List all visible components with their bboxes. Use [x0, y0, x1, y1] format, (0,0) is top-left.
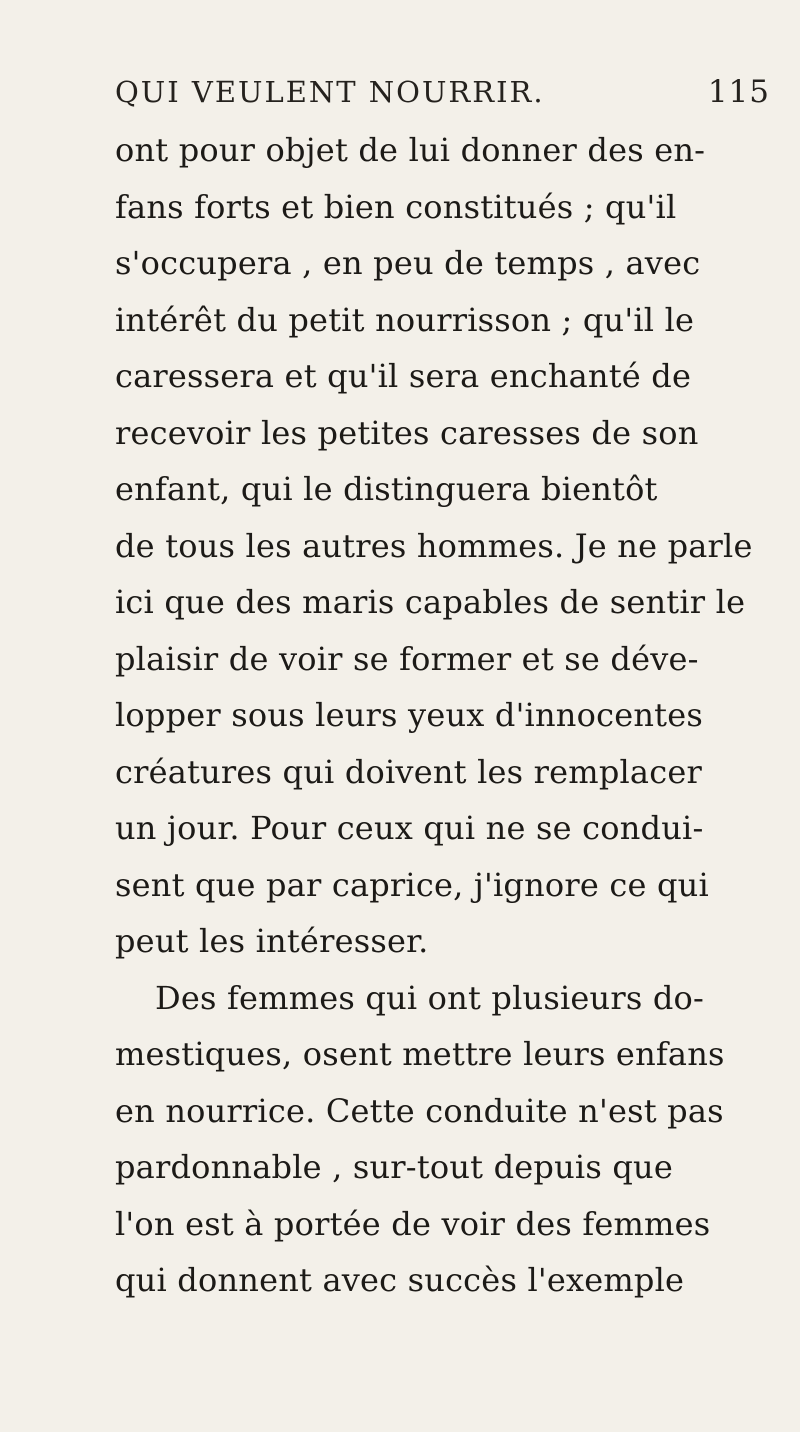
text-line: peut les intéresser.	[115, 922, 429, 960]
text-line: pardonnable , sur-tout depuis que	[115, 1148, 673, 1186]
page-number: 115	[707, 74, 770, 110]
text-line: caressera et qu'il sera enchanté de	[115, 357, 692, 395]
text-line: lopper sous leurs yeux d'innocentes	[115, 696, 703, 734]
text-line: ici que des maris capables de sentir le	[115, 583, 746, 621]
body-text	[115, 122, 775, 1309]
text-line: sent que par caprice, j'ignore ce qui	[115, 865, 709, 904]
text-line: créatures qui doivent les remplacer	[115, 752, 702, 791]
text-line: enfant, qui le distinguera bientôt	[115, 470, 658, 508]
text-line: l'on est à portée de voir des femmes	[115, 1204, 711, 1243]
text-line: mestiques, osent mettre leurs enfans	[115, 1035, 725, 1073]
text-line: qui donnent avec succès l'exemple	[115, 1261, 685, 1299]
text-line: intérêt du petit nourrisson ; qu'il le	[115, 300, 695, 339]
text-line: fans forts et bien constitués ; qu'il	[115, 187, 677, 226]
text-line: ont pour objet de lui donner des en-	[115, 131, 706, 169]
running-title: QUI VEULENT NOURRIR.	[115, 75, 545, 109]
text-line: en nourrice. Cette conduite n'est pas	[115, 1091, 724, 1130]
text-line: s'occupera , en peu de temps , avec	[115, 244, 701, 282]
text-line: plaisir de voir se former et se déve-	[115, 639, 699, 678]
text-line: de tous les autres hommes. Je ne parle	[115, 526, 753, 565]
paragraph-start-line: Des femmes qui ont plusieurs do-	[155, 978, 704, 1017]
text-line: recevoir les petites caresses de son	[115, 413, 699, 452]
text-line: un jour. Pour ceux qui ne se condui-	[115, 809, 704, 847]
running-head	[115, 74, 770, 118]
